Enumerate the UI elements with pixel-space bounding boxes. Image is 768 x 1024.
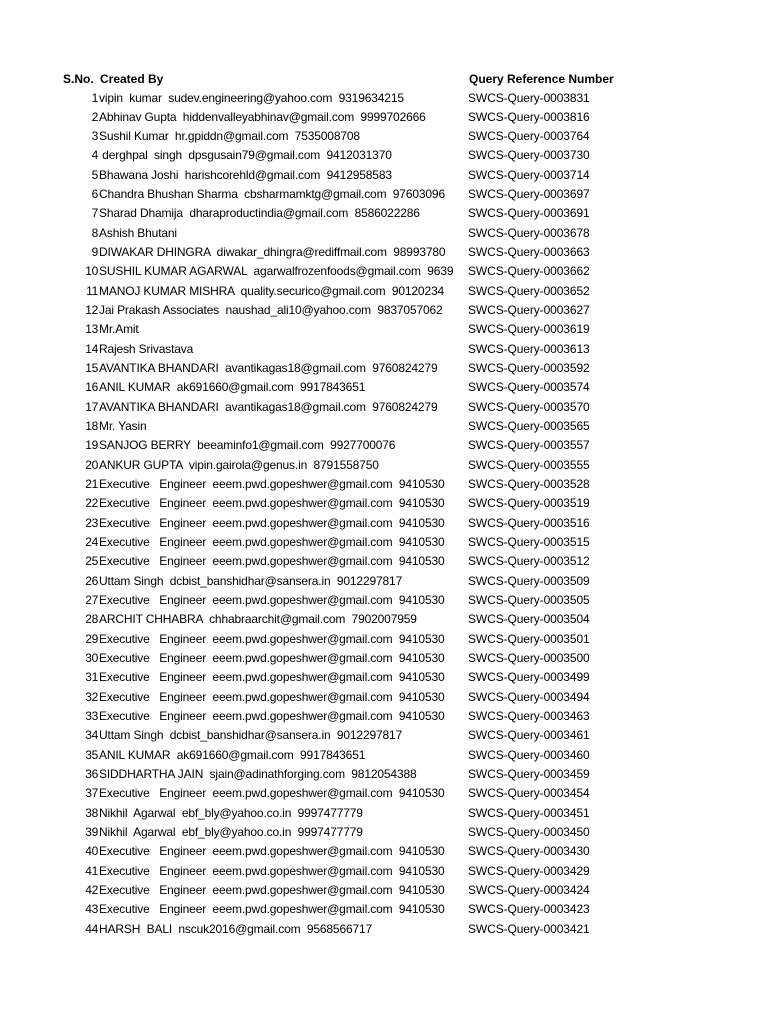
serial-number-cell: 42 (85, 882, 98, 897)
table-row (0, 707, 768, 726)
created-by-cell: AVANTIKA BHANDARI avantikagas18@gmail.com 9760824279 (99, 361, 438, 376)
table-row (0, 746, 768, 765)
serial-number-cell: 14 (85, 341, 98, 356)
query-reference-cell: SWCS-Query-0003461 (468, 728, 590, 743)
query-reference-cell: SWCS-Query-0003429 (468, 863, 590, 878)
table-row (0, 920, 768, 939)
query-reference-cell: SWCS-Query-0003663 (468, 245, 590, 260)
created-by-cell: Nikhil Agarwal ebf_bly@yahoo.co.in 9997477779 (99, 824, 363, 839)
created-by-cell: MANOJ KUMAR MISHRA quality.securico@gmail.com 90120234 (99, 283, 445, 298)
created-by-cell: ANKUR GUPTA vipin.gairola@genus.in 8791558750 (99, 457, 379, 472)
table-row (0, 630, 768, 649)
created-by-cell: Executive Engineer eeem.pwd.gopeshwer@gmail.com 9410530 (99, 844, 445, 859)
serial-number-cell: 5 (91, 167, 98, 182)
created-by-cell: Executive Engineer eeem.pwd.gopeshwer@gmail.com 9410530 (99, 902, 445, 917)
serial-number-cell: 6 (91, 187, 98, 202)
table-row (0, 282, 768, 301)
created-by-cell: Chandra Bhushan Sharma cbsharmamktg@gmail.com 97603096 (99, 187, 445, 202)
table-row (0, 204, 768, 223)
serial-number-cell: 11 (86, 283, 98, 298)
query-reference-cell: SWCS-Query-0003421 (468, 921, 590, 936)
query-table-body (0, 89, 768, 939)
serial-number-cell: 31 (85, 670, 98, 685)
table-row (0, 456, 768, 475)
table-row (0, 726, 768, 745)
serial-number-cell: 28 (85, 612, 98, 627)
serial-number-cell: 21 (85, 477, 98, 492)
created-by-cell: Executive Engineer eeem.pwd.gopeshwer@gmail.com 9410530 (99, 670, 445, 685)
created-by-cell: Executive Engineer eeem.pwd.gopeshwer@gmail.com 9410530 (99, 709, 445, 723)
table-row (0, 610, 768, 629)
created-by-cell: Jai Prakash Associates naushad_ali10@yahoo.com 9837057062 (99, 303, 443, 318)
query-reference-cell: SWCS-Query-0003451 (468, 805, 590, 820)
created-by-cell: ARCHIT CHHABRA chhabraarchit@gmail.com 7902007959 (99, 612, 417, 627)
created-by-cell: SUSHIL KUMAR AGARWAL agarwalfrozenfoods@gmail.com 9639 (99, 264, 454, 279)
query-reference-cell: SWCS-Query-0003662 (468, 264, 590, 279)
table-row (0, 262, 768, 281)
created-by-cell: Nikhil Agarwal ebf_bly@yahoo.co.in 9997477779 (99, 805, 363, 820)
query-reference-cell: SWCS-Query-0003565 (468, 419, 590, 434)
table-row (0, 533, 768, 552)
query-reference-cell: SWCS-Query-0003501 (468, 631, 590, 646)
query-reference-cell: SWCS-Query-0003509 (468, 573, 590, 588)
serial-number-cell: 40 (85, 844, 98, 859)
serial-number-cell: 35 (85, 747, 98, 762)
serial-number-cell: 18 (85, 419, 98, 434)
query-reference-cell: SWCS-Query-0003515 (468, 535, 590, 550)
table-row (0, 359, 768, 378)
serial-number-cell: 4 (91, 148, 98, 163)
table-row (0, 185, 768, 204)
column-header-sno: S.No. (63, 72, 94, 86)
table-row (0, 166, 768, 185)
query-reference-cell: SWCS-Query-0003764 (468, 129, 590, 144)
serial-number-cell: 36 (85, 766, 98, 781)
serial-number-cell: 12 (85, 303, 98, 318)
created-by-cell: Executive Engineer eeem.pwd.gopeshwer@gmail.com 9410530 (99, 651, 445, 666)
table-row (0, 514, 768, 533)
created-by-cell: Rajesh Srivastava (99, 341, 194, 356)
query-reference-cell: SWCS-Query-0003574 (468, 380, 590, 395)
created-by-cell: derghpal singh dpsgusain79@gmail.com 9412031370 (99, 148, 392, 163)
column-header-query-reference: Query Reference Number (469, 72, 614, 86)
query-reference-cell: SWCS-Query-0003592 (468, 361, 590, 376)
query-reference-cell: SWCS-Query-0003423 (468, 902, 590, 917)
serial-number-cell: 9 (91, 245, 98, 260)
query-reference-cell: SWCS-Query-0003528 (468, 477, 590, 492)
table-row (0, 494, 768, 513)
query-reference-cell: SWCS-Query-0003500 (468, 651, 590, 666)
query-reference-cell: SWCS-Query-0003555 (468, 457, 590, 472)
query-reference-cell: SWCS-Query-0003652 (468, 283, 590, 298)
table-row (0, 127, 768, 146)
serial-number-cell: 37 (85, 786, 98, 801)
table-row (0, 417, 768, 436)
table-row (0, 649, 768, 668)
serial-number-cell: 15 (85, 361, 98, 376)
serial-number-cell: 39 (85, 824, 98, 839)
serial-number-cell: 10 (85, 264, 98, 279)
created-by-cell: Executive Engineer eeem.pwd.gopeshwer@gmail.com 9410530 (99, 882, 445, 897)
query-reference-cell: SWCS-Query-0003816 (468, 109, 590, 124)
serial-number-cell: 17 (85, 399, 98, 414)
table-row (0, 340, 768, 359)
serial-number-cell: 16 (85, 380, 98, 395)
query-reference-cell: SWCS-Query-0003697 (468, 187, 590, 202)
table-row (0, 224, 768, 243)
serial-number-cell: 38 (85, 805, 98, 820)
table-row (0, 146, 768, 165)
query-reference-cell: SWCS-Query-0003730 (468, 148, 590, 163)
query-reference-cell: SWCS-Query-0003831 (468, 90, 590, 105)
serial-number-cell: 44 (85, 921, 98, 936)
created-by-cell: Uttam Singh dcbist_banshidhar@sansera.in 9012297817 (99, 573, 403, 588)
created-by-cell: Executive Engineer eeem.pwd.gopeshwer@gmail.com 9410530 (99, 515, 445, 530)
serial-number-cell: 23 (85, 515, 98, 530)
query-reference-cell: SWCS-Query-0003505 (468, 593, 590, 608)
query-reference-cell: SWCS-Query-0003494 (468, 689, 590, 704)
query-reference-cell: SWCS-Query-0003512 (468, 554, 590, 569)
query-reference-cell: SWCS-Query-0003430 (468, 844, 590, 859)
serial-number-cell: 30 (85, 651, 98, 666)
column-header-created-by: Created By (100, 72, 164, 86)
created-by-cell: Ashish Bhutani (99, 225, 177, 240)
serial-number-cell: 3 (91, 129, 98, 144)
serial-number-cell: 22 (85, 496, 98, 511)
table-row (0, 572, 768, 591)
created-by-cell: Bhawana Joshi harishcorehld@gmail.com 9412958583 (99, 167, 392, 182)
created-by-cell: Mr. Yasin (99, 419, 147, 434)
table-row (0, 804, 768, 823)
table-row (0, 243, 768, 262)
table-row (0, 668, 768, 687)
table-row (0, 378, 768, 397)
table-row (0, 842, 768, 861)
query-reference-cell: SWCS-Query-0003519 (468, 496, 590, 511)
table-row (0, 552, 768, 571)
serial-number-cell: 24 (85, 535, 98, 550)
created-by-cell: ANIL KUMAR ak691660@gmail.com 9917843651 (99, 380, 366, 395)
created-by-cell: AVANTIKA BHANDARI avantikagas18@gmail.com 9760824279 (99, 399, 438, 414)
created-by-cell: vipin kumar sudev.engineering@yahoo.com 9319634215 (99, 90, 404, 105)
created-by-cell: Executive Engineer eeem.pwd.gopeshwer@gmail.com 9410530 (99, 631, 445, 646)
serial-number-cell: 7 (91, 206, 98, 221)
table-row (0, 784, 768, 803)
created-by-cell: Abhinav Gupta hiddenvalleyabhinav@gmail.com 9999702666 (99, 109, 426, 124)
serial-number-cell: 25 (85, 554, 98, 569)
created-by-cell: SIDDHARTHA JAIN sjain@adinathforging.com 9812054388 (99, 766, 417, 781)
serial-number-cell: 2 (91, 109, 98, 124)
serial-number-cell: 32 (85, 689, 98, 704)
table-row (0, 398, 768, 417)
serial-number-cell: 33 (85, 709, 98, 723)
serial-number-cell: 26 (85, 573, 98, 588)
query-reference-cell: SWCS-Query-0003714 (468, 167, 590, 182)
query-reference-cell: SWCS-Query-0003516 (468, 515, 590, 530)
query-reference-cell: SWCS-Query-0003459 (468, 766, 590, 781)
serial-number-cell: 29 (85, 631, 98, 646)
created-by-cell: Executive Engineer eeem.pwd.gopeshwer@gmail.com 9410530 (99, 554, 445, 569)
query-reference-cell: SWCS-Query-0003424 (468, 882, 590, 897)
table-row (0, 765, 768, 784)
query-reference-cell: SWCS-Query-0003499 (468, 670, 590, 685)
serial-number-cell: 1 (91, 90, 98, 105)
serial-number-cell: 43 (85, 902, 98, 917)
created-by-cell: Mr.Amit (99, 322, 139, 337)
table-row (0, 301, 768, 320)
table-row (0, 688, 768, 707)
created-by-cell: SANJOG BERRY beeaminfo1@gmail.com 9927700076 (99, 438, 396, 453)
query-reference-cell: SWCS-Query-0003463 (468, 709, 590, 723)
query-reference-cell: SWCS-Query-0003450 (468, 824, 590, 839)
table-row (0, 881, 768, 900)
query-reference-cell: SWCS-Query-0003460 (468, 747, 590, 762)
table-row (0, 89, 768, 108)
query-reference-cell: SWCS-Query-0003678 (468, 225, 590, 240)
created-by-cell: Sharad Dhamija dharaproductindia@gmail.com 8586022286 (99, 206, 420, 221)
created-by-cell: Executive Engineer eeem.pwd.gopeshwer@gmail.com 9410530 (99, 535, 445, 550)
table-row (0, 108, 768, 127)
created-by-cell: Executive Engineer eeem.pwd.gopeshwer@gmail.com 9410530 (99, 593, 445, 608)
table-row (0, 475, 768, 494)
serial-number-cell: 13 (85, 322, 98, 337)
created-by-cell: DIWAKAR DHINGRA diwakar_dhingra@rediffmail.com 98993780 (99, 245, 446, 260)
created-by-cell: Sushil Kumar hr.gpiddn@gmail.com 7535008708 (99, 129, 360, 144)
created-by-cell: Executive Engineer eeem.pwd.gopeshwer@gmail.com 9410530 (99, 477, 445, 492)
table-row (0, 436, 768, 455)
query-reference-cell: SWCS-Query-0003454 (468, 786, 590, 801)
created-by-cell: Uttam Singh dcbist_banshidhar@sansera.in 9012297817 (99, 728, 403, 743)
serial-number-cell: 19 (85, 438, 98, 453)
created-by-cell: Executive Engineer eeem.pwd.gopeshwer@gmail.com 9410530 (99, 689, 445, 704)
table-row (0, 320, 768, 339)
serial-number-cell: 34 (85, 728, 98, 743)
created-by-cell: Executive Engineer eeem.pwd.gopeshwer@gmail.com 9410530 (99, 786, 445, 801)
query-reference-cell: SWCS-Query-0003557 (468, 438, 590, 453)
query-reference-cell: SWCS-Query-0003504 (468, 612, 590, 627)
table-row (0, 862, 768, 881)
table-row (0, 900, 768, 919)
created-by-cell: Executive Engineer eeem.pwd.gopeshwer@gmail.com 9410530 (99, 863, 445, 878)
table-row (0, 823, 768, 842)
created-by-cell: HARSH BALI nscuk2016@gmail.com 9568566717 (99, 921, 373, 936)
query-reference-cell: SWCS-Query-0003627 (468, 303, 590, 318)
table-row (0, 591, 768, 610)
serial-number-cell: 27 (85, 593, 98, 608)
query-reference-cell: SWCS-Query-0003570 (468, 399, 590, 414)
created-by-cell: Executive Engineer eeem.pwd.gopeshwer@gmail.com 9410530 (99, 496, 445, 511)
created-by-cell: ANIL KUMAR ak691660@gmail.com 9917843651 (99, 747, 366, 762)
query-reference-cell: SWCS-Query-0003691 (468, 206, 590, 221)
query-reference-cell: SWCS-Query-0003613 (468, 341, 590, 356)
serial-number-cell: 20 (85, 457, 98, 472)
query-reference-cell: SWCS-Query-0003619 (468, 322, 590, 337)
serial-number-cell: 41 (85, 863, 98, 878)
serial-number-cell: 8 (91, 225, 98, 240)
